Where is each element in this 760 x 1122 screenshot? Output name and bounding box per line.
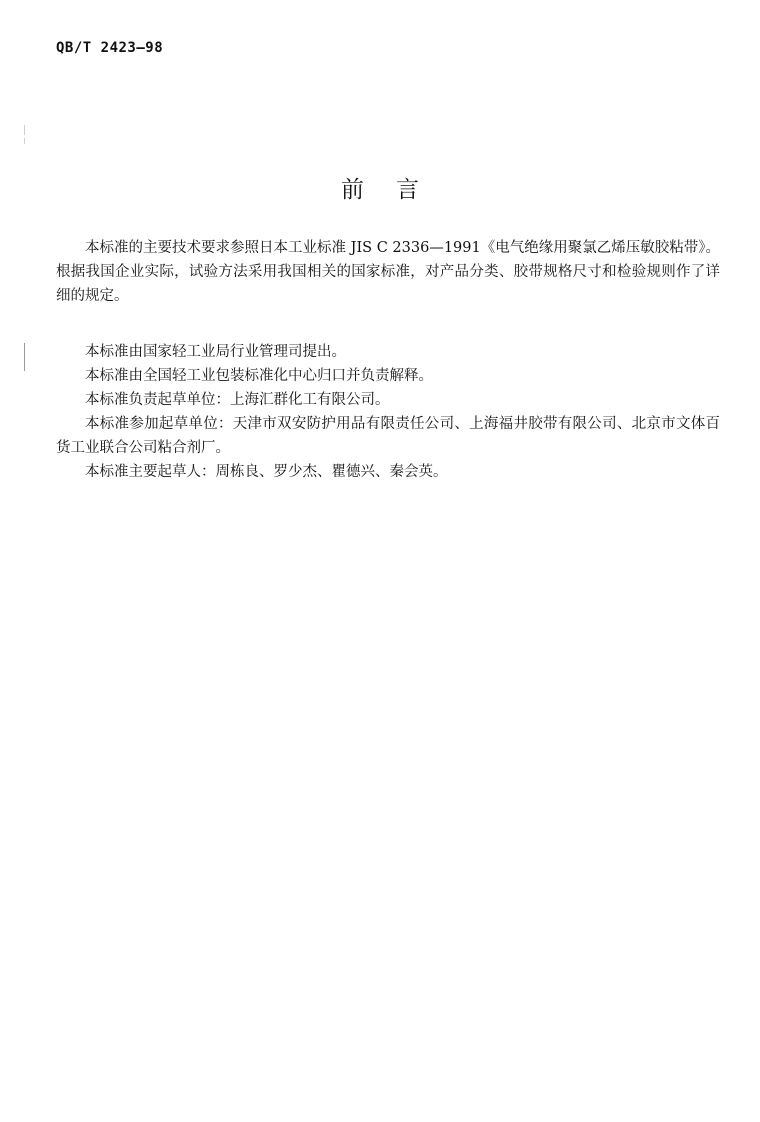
drafting-info-section: [56, 340, 720, 484]
intro-section: [56, 236, 720, 308]
participating-units-line: 本标准参加起草单位：天津市双安防护用品有限责任公司、上海福井胶带有限公司、北京市文体百货工业联合公司粘合剂厂。: [56, 416, 720, 456]
scan-artifact: [24, 343, 25, 371]
intro-paragraph: 本标准的主要技术要求参照日本工业标准 JIS C 2336—1991《电气绝缘用聚氯乙烯压敏胶粘带》。根据我国企业实际，试验方法采用我国相关的国家标准，对产品分类、胶带规格尺寸和检验规则作了详细的规定。: [56, 240, 720, 304]
responsible-body-line: 本标准由全国轻工业包装标准化中心归口并负责解释。: [85, 368, 433, 384]
document-number: QB/T 2423—98: [56, 40, 164, 56]
proposer-line: 本标准由国家轻工业局行业管理司提出。: [85, 344, 346, 360]
scan-artifact: [24, 125, 25, 135]
scan-artifact: [24, 138, 25, 144]
page-title: 前言: [341, 177, 451, 203]
drafters-line: 本标准主要起草人：周栋良、罗少杰、瞿德兴、秦会英。: [85, 464, 448, 480]
lead-drafting-unit-line: 本标准负责起草单位：上海汇群化工有限公司。: [85, 392, 390, 408]
